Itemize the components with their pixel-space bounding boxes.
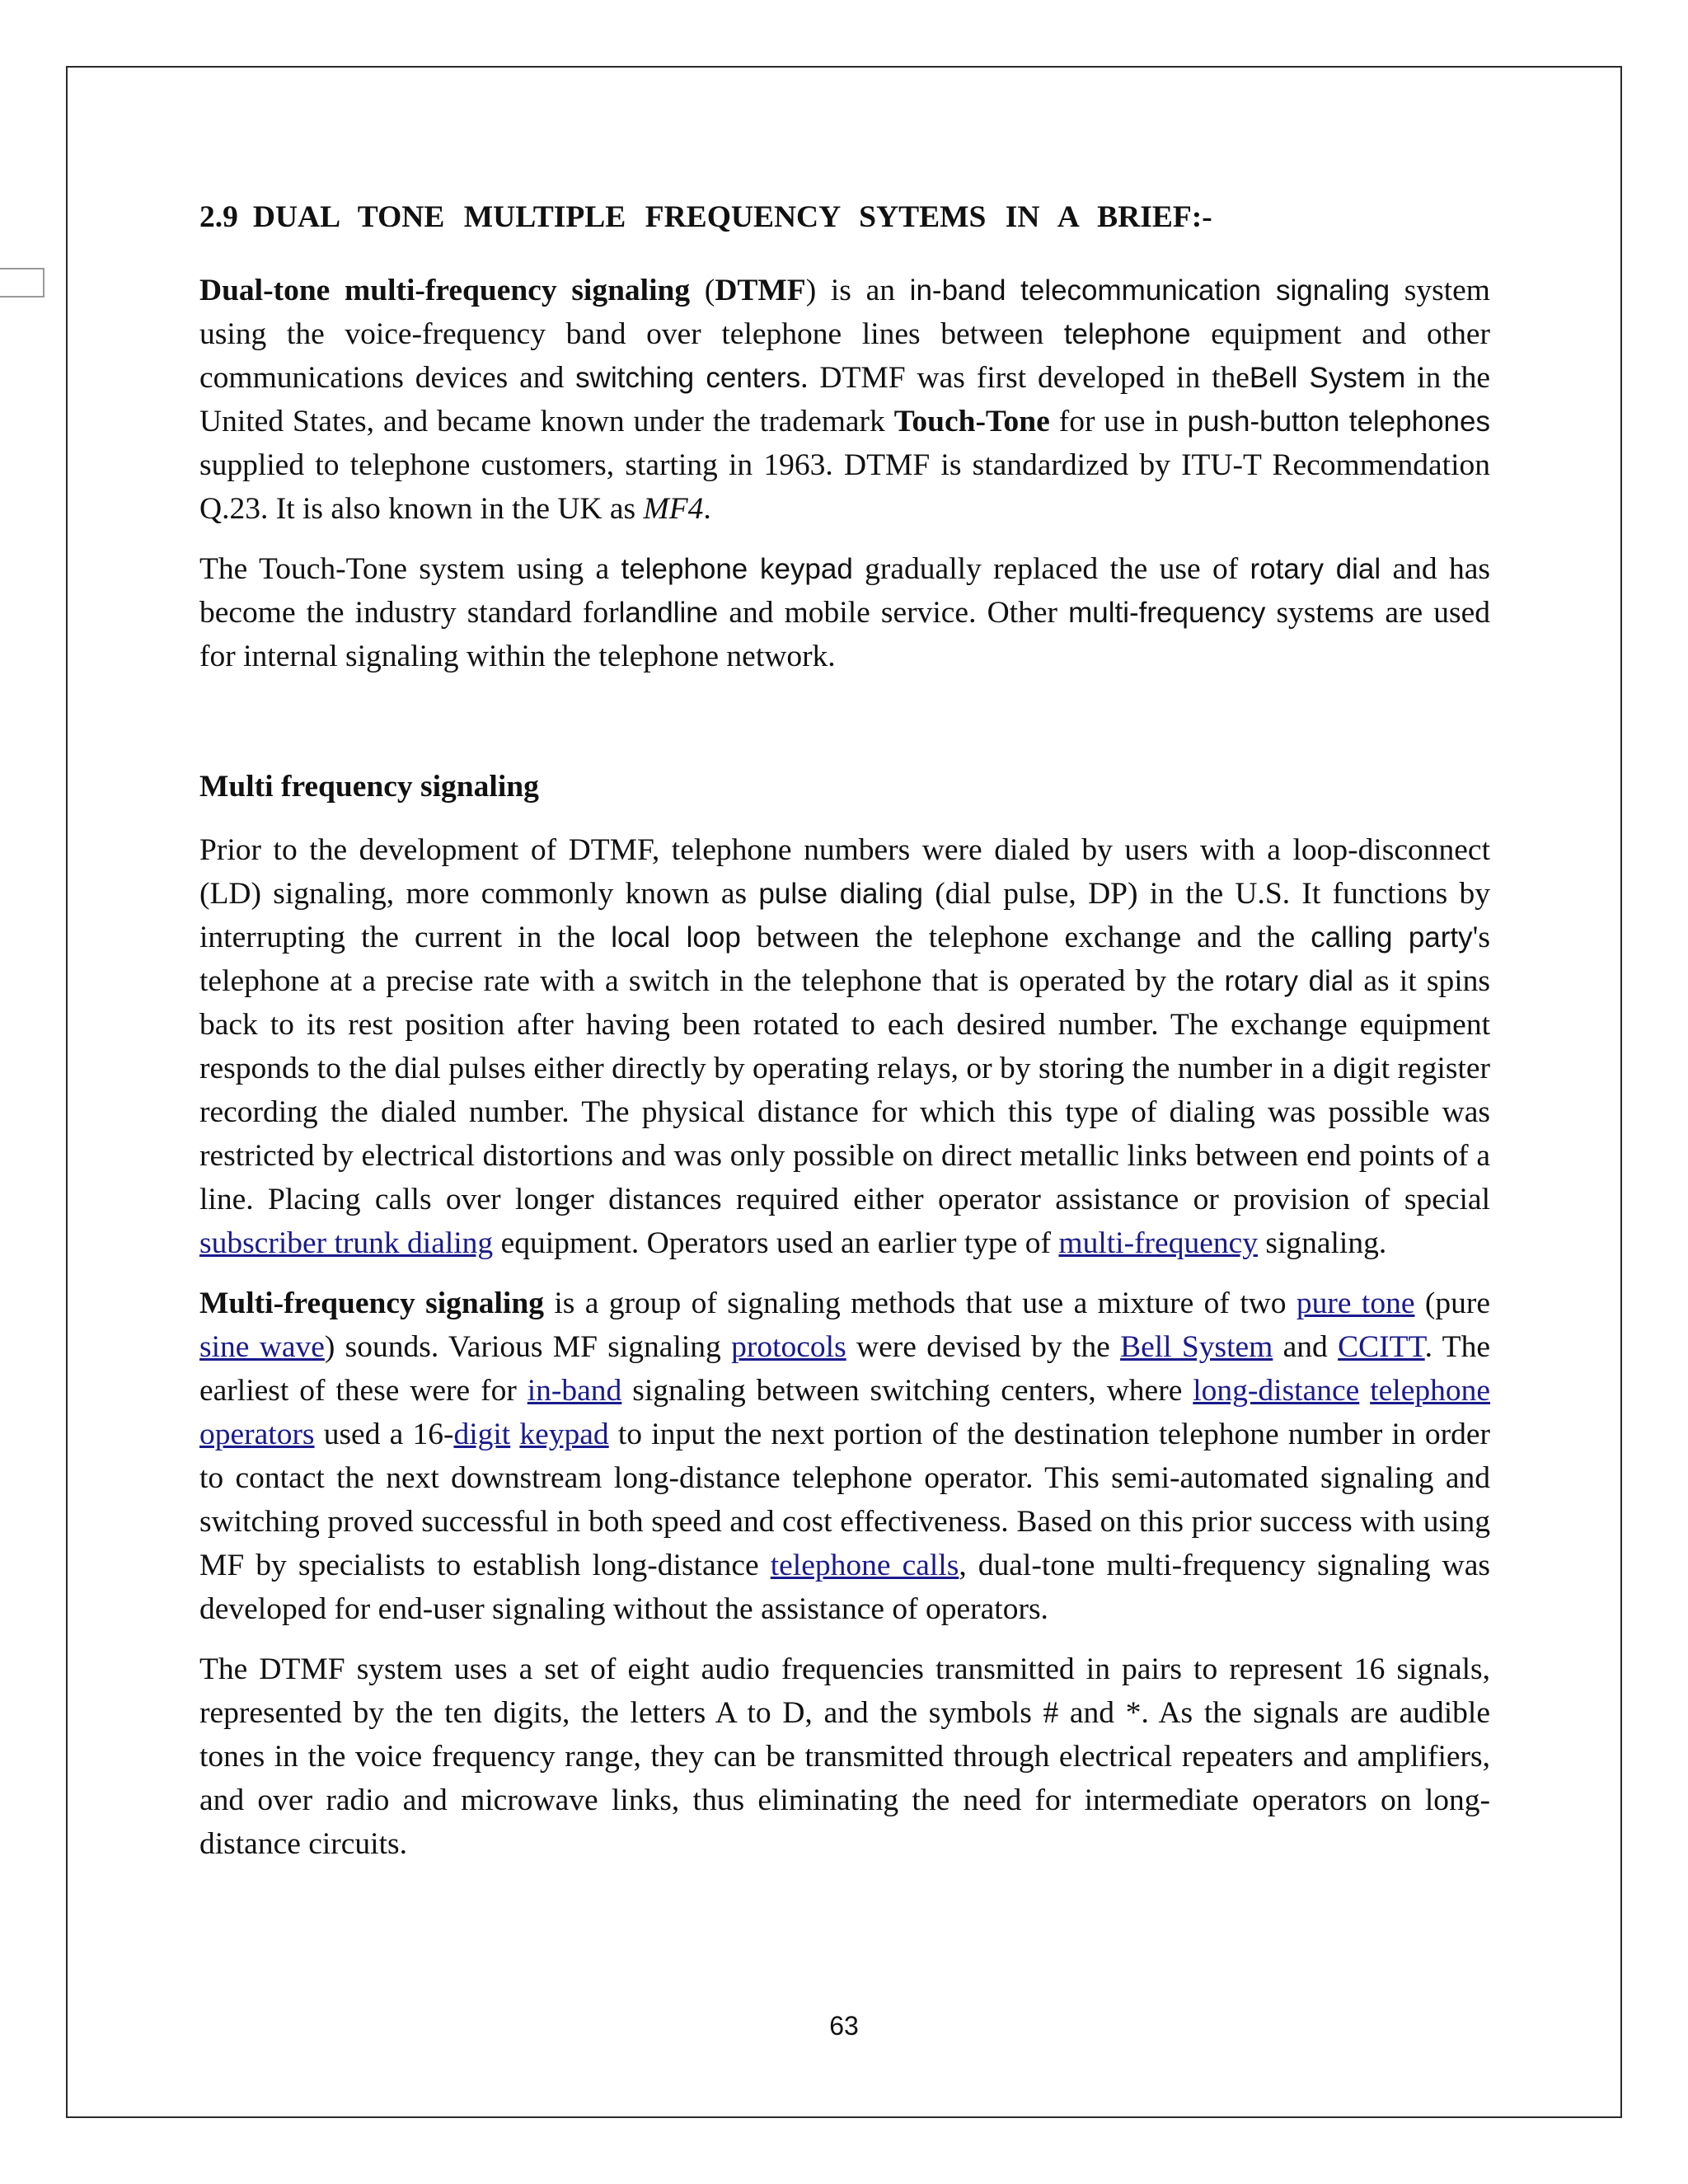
document-body — [199, 191, 1490, 1882]
side-tab-marker — [0, 268, 45, 298]
subheading-multi-frequency: Multi frequency signaling — [199, 770, 539, 804]
link-keypad[interactable]: keypad — [519, 1418, 609, 1451]
paragraph-dtmf-intro: Dual-tone multi-frequency signaling (DTMF) is an in-band telecommunication signaling system using the voice-frequency band over telephone lines between telephone equipment and other communications devices and switching centers. DTMF was first developed in theBell System in the United States, and became known under the trademark Touch-Tone for use in push-button telephones supplied to telephone customers, starting in 1963. DTMF is standardized by ITU-T Recommendation Q.23. It is also known in the UK as MF4. — [199, 274, 1491, 526]
section-title: DUAL TONE MULTIPLE FREQUENCY SYTEMS IN A BRIEF:- — [252, 200, 1212, 234]
link-protocols[interactable]: protocols — [731, 1330, 846, 1364]
section-number: 2.9 — [199, 200, 238, 234]
paragraph-pulse-dialing: Prior to the development of DTMF, telephone numbers were dialed by users with a loop-disconnect (LD) signaling, more commonly known as pulse dialing (dial pulse, DP) in the U.S. It functions by interrupting the current in the local loop between the telephone exchange and the calling party's telephone at a precise rate with a switch in the telephone that is operated by the rotary dial as it spins back to its rest position after having been rotated to each desired number. The exchange equipment responds to the dial pulses either directly by operating relays, or by storing the number in a digit register recording the dialed number. The physical distance for which this type of dialing was possible was restricted by electrical distortions and was only possible on direct metallic links between end points of a line. Placing calls over longer distances required either operator assistance or provision of special subscriber trunk dialing equipment. Operators used an earlier type of multi-frequency signaling. — [199, 833, 1490, 1260]
link-telephone-calls[interactable]: telephone calls — [770, 1549, 959, 1582]
paragraph-touch-tone: The Touch-Tone system using a telephone keypad gradually replaced the use of rotary dial and has become the industry standard forlandline and mobile service. Other multi-frequency systems are used for internal signaling within the telephone network. — [199, 552, 1490, 673]
link-ccitt[interactable]: CCITT — [1338, 1330, 1425, 1364]
link-long-distance[interactable]: long-distance — [1193, 1374, 1360, 1408]
link-in-band[interactable]: in-band — [527, 1374, 622, 1408]
link-multi-frequency[interactable]: multi-frequency — [1058, 1226, 1258, 1260]
section-heading — [199, 191, 1490, 244]
term-dtmf: Dual-tone multi-frequency signaling — [199, 274, 691, 307]
link-pure-tone[interactable]: pure tone — [1296, 1286, 1415, 1320]
link-bell-system[interactable]: Bell System — [1120, 1330, 1273, 1364]
paragraph-dtmf-system: The DTMF system uses a set of eight audio frequencies transmitted in pairs to represent 16 signals, represented by the ten digits, the letters A to D, and the symbols # and *. As the signals are audible tones in the voice frequency range, they can be transmitted through electrical repeaters and amplifiers, and over radio and microwave links, thus eliminating the need for intermediate operators on long-distance circuits. — [199, 1652, 1490, 1861]
term-mf-signaling: Multi-frequency signaling — [199, 1286, 544, 1320]
link-sine-wave[interactable]: sine wave — [199, 1330, 325, 1364]
paragraph-mf-signaling: Multi-frequency signaling is a group of signaling methods that use a mixture of two pure tone (pure sine wave) sounds. Various MF signaling protocols were devised by the Bell System and CCITT. The earliest of these were for in-band signaling between switching centers, where long-distance telephone operators used a 16-digit keypad to input the next portion of the destination telephone number in order to contact the next downstream long-distance telephone operator. This semi-automated signaling and switching proved successful in both speed and cost effectiveness. Based on this prior success with using MF by specialists to establish long-distance telephone calls, dual-tone multi-frequency signaling was developed for end-user signaling without the assistance of operators. — [199, 1286, 1490, 1626]
term-mf4: MF4 — [643, 492, 704, 526]
page-number: 63 — [829, 2011, 859, 2041]
link-telephone-operators[interactable]: telephone operators — [199, 1374, 1490, 1451]
term-dtmf-abbr: DTMF — [715, 274, 806, 307]
link-subscriber-trunk-dialing[interactable]: subscriber trunk dialing — [199, 1226, 494, 1260]
link-digit[interactable]: digit — [453, 1418, 511, 1451]
term-touch-tone: Touch-Tone — [893, 405, 1050, 438]
